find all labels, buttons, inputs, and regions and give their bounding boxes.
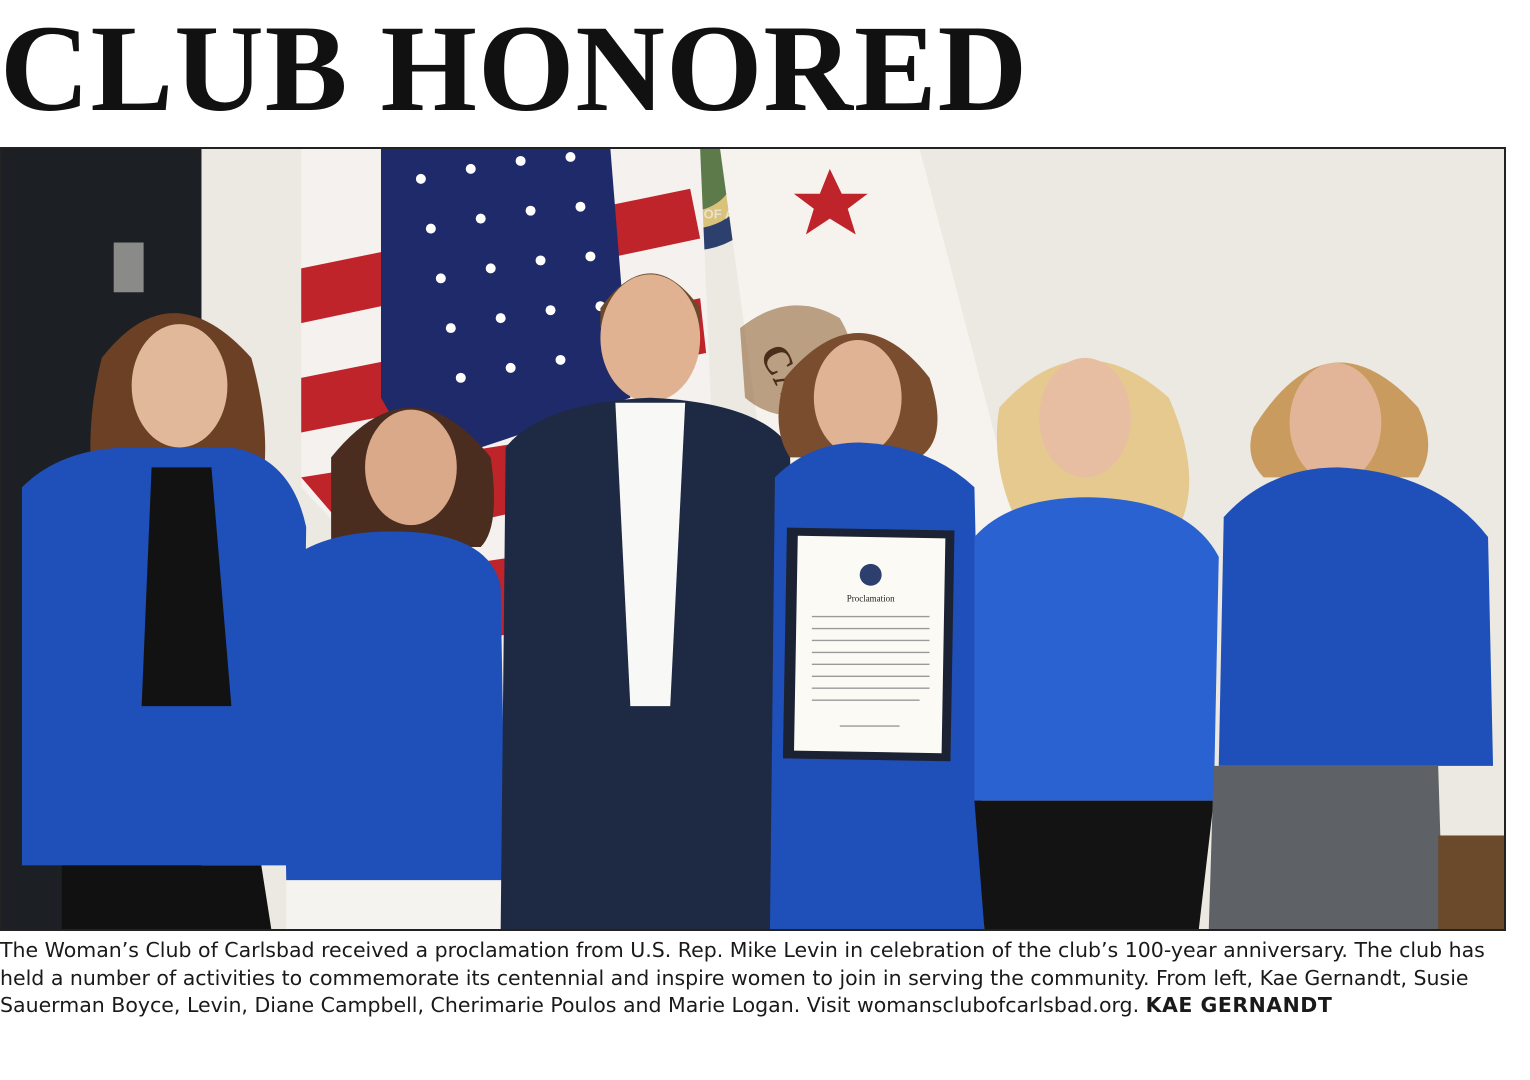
side-table [1438,835,1504,929]
person-cherimarie-poulos [974,358,1218,929]
seal-text: OF [703,206,722,222]
photo-caption [0,937,1510,1020]
door-hinge [114,243,144,293]
document-title: Proclamation [846,593,895,604]
photo-illustration [2,149,1504,929]
headline: CLUB HONORED [0,0,1029,137]
news-photo [0,147,1506,931]
caption-text: The Woman’s Club of Carlsbad received a proclamation from U.S. Rep. Mike Levin in celebration of the club’s 100-year anniversary. The club has held a number of activities to commemorate its centennial and inspire women to join in serving the community. From left, Kae Gernandt, Susie Sauerman Boyce, Levin, Diane Campbell, Cherimarie Poulos and Marie Logan. Visit womansclubofcarlsbad.org. [0,938,1485,1017]
proclamation-frame [783,528,955,762]
photo-credit: KAE GERNANDT [1145,993,1333,1017]
